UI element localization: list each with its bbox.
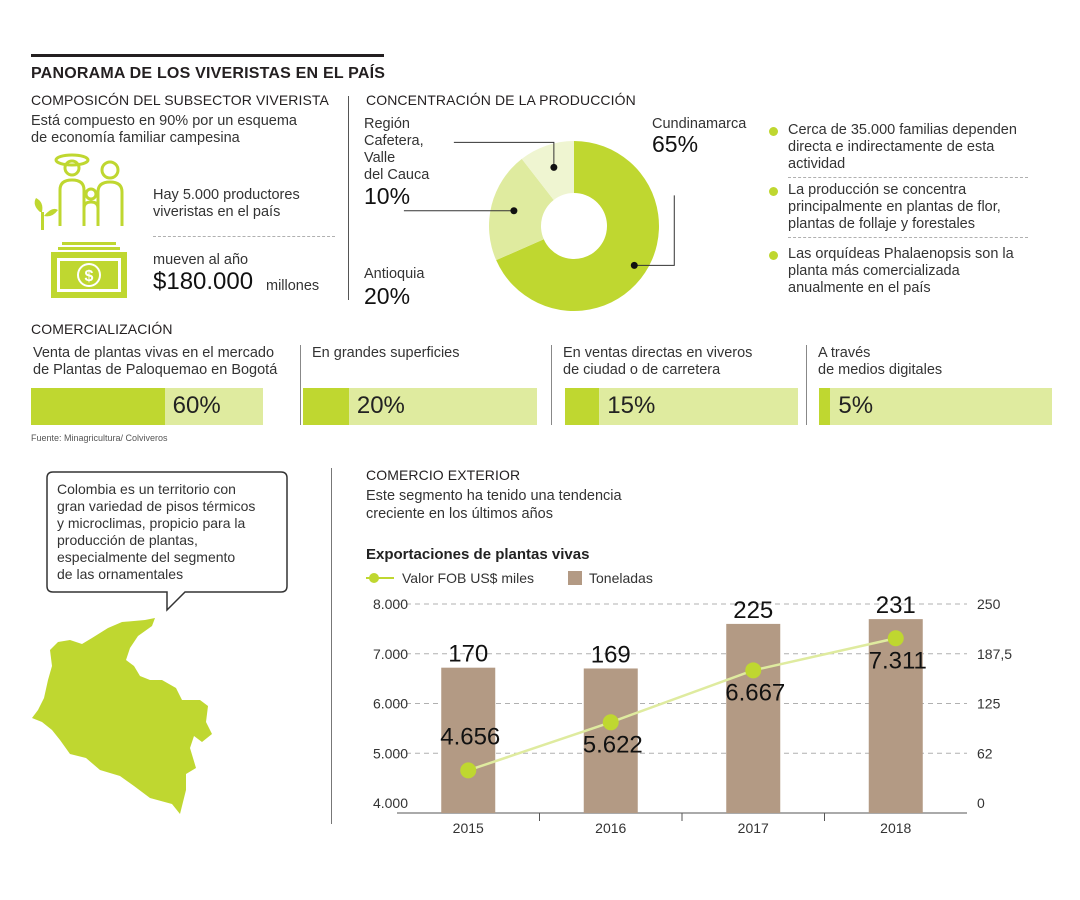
bar-label-2016: 169	[590, 641, 631, 669]
bullet-2-line-2: anualmente en el país	[788, 280, 931, 296]
donut-name-1: Antioquia	[364, 266, 425, 282]
channel-1-line-1: En grandes superficies	[312, 345, 460, 361]
concentration-heading: CONCENTRACIÓN DE LA PRODUCCIÓN	[366, 92, 636, 108]
source-note: Fuente: Minagricultura/ Colviveros	[31, 433, 168, 443]
bottom-section-divider	[331, 468, 332, 824]
channel-3-value: 5%	[838, 392, 874, 419]
channel-0-line-2: de Plantas de Paloquemao en Bogotá	[33, 362, 278, 378]
point-valor-fob-2018	[888, 630, 904, 646]
left-tick-label: 8.000	[372, 596, 408, 612]
bullet-dot	[769, 127, 778, 136]
commercialization-heading: COMERCIALIZACIÓN	[31, 321, 173, 337]
left-tick-label: 4.000	[372, 795, 408, 811]
channel-2-line-2: de ciudad o de carretera	[563, 362, 721, 378]
donut-leader-dot-2	[550, 164, 557, 171]
callout-line-2: y microclimas, propicio para la	[57, 515, 246, 531]
bar-toneladas-2017	[726, 624, 780, 813]
dollar-symbol: $	[84, 268, 94, 285]
point-label-2018: 7.311	[868, 647, 927, 675]
donut-name-0: Cundinamarca	[652, 116, 747, 132]
legend-bar-label: Toneladas	[589, 570, 653, 586]
bar-label-2018: 231	[875, 592, 916, 620]
channel-3-line-1: A través	[818, 345, 871, 361]
family-icon	[30, 150, 135, 235]
channel-divider	[551, 345, 552, 425]
right-tick-label: 62	[977, 745, 993, 762]
donut-name-2: Región	[364, 116, 410, 132]
money-line-1: mueven al año	[153, 252, 249, 268]
right-tick-label: 250	[977, 596, 1001, 612]
bullet-1-line-1: principalmente en plantas de flor,	[788, 199, 1001, 215]
bullet-0-line-1: directa e indirectamente de esta	[788, 139, 995, 155]
point-valor-fob-2016	[603, 714, 619, 730]
producers-line-2: viveristas en el país	[153, 204, 281, 220]
bullet-divider	[788, 177, 1028, 178]
donut-name-2: del Cauca	[364, 167, 430, 183]
channel-0-value: 60%	[172, 392, 221, 419]
channel-3-bar-fill	[819, 388, 830, 425]
donut-leader-dot-0	[631, 262, 638, 269]
bar-label-2015: 170	[448, 640, 489, 668]
right-tick-label: 0	[977, 795, 985, 811]
exports-chart	[350, 590, 1030, 840]
point-label-2015: 4.656	[440, 723, 501, 751]
money-icon	[48, 240, 130, 300]
channel-2-value: 15%	[607, 392, 656, 419]
money-value: $180.000	[153, 268, 254, 295]
composition-divider	[153, 236, 335, 237]
x-tick-label-2016: 2016	[595, 820, 627, 836]
left-tick-label: 5.000	[372, 745, 408, 762]
channel-divider	[300, 345, 301, 425]
page-title: PANORAMA DE LOS VIVERISTAS EN EL PAÍS	[31, 65, 386, 82]
title-rule	[31, 54, 384, 57]
top-section-divider	[348, 96, 349, 300]
channel-divider	[806, 345, 807, 425]
x-tick-label-2018: 2018	[880, 820, 912, 836]
legend-line-swatch	[366, 568, 406, 588]
legend-bar-swatch	[568, 571, 582, 585]
donut-value-1: 20%	[364, 283, 411, 309]
composition-heading: COMPOSICÓN DEL SUBSECTOR VIVERISTA	[31, 92, 329, 108]
bullet-2-line-1: planta más comercializada	[788, 263, 960, 279]
composition-intro-line-1: Está compuesto en 90% por un esquema	[31, 113, 297, 129]
callout-line-3: producción de plantas,	[57, 532, 198, 548]
callout-line-5: de las ornamentales	[57, 566, 184, 582]
point-valor-fob-2015	[460, 762, 476, 778]
channel-1-bar-fill	[303, 388, 349, 425]
point-label-2016: 5.622	[582, 731, 643, 759]
callout-line-1: gran variedad de pisos térmicos	[57, 498, 256, 514]
bullet-1-line-0: La producción se concentra	[788, 182, 967, 198]
bar-label-2017: 225	[733, 596, 774, 624]
channel-0-line-1: Venta de plantas vivas en el mercado	[33, 345, 275, 361]
donut-leader-dot-1	[510, 207, 517, 214]
left-tick-label: 6.000	[372, 695, 408, 712]
donut-value-0: 65%	[652, 131, 699, 157]
channel-2-bar-track	[565, 388, 798, 425]
bullet-dot	[769, 187, 778, 196]
composition-intro-line-2: de economía familiar campesina	[31, 130, 240, 146]
donut-name-2: Valle	[364, 150, 396, 166]
left-tick-label: 7.000	[372, 645, 408, 662]
right-tick-label: 187,5	[977, 645, 1013, 662]
legend-line-label: Valor FOB US$ miles	[402, 570, 534, 586]
channel-3-line-2: de medios digitales	[818, 362, 943, 378]
colombia-map	[30, 618, 230, 828]
producers-line-1: Hay 5.000 productores	[153, 187, 300, 203]
x-tick-label-2017: 2017	[737, 820, 769, 836]
donut-name-2: Cafetera,	[364, 133, 424, 149]
donut-chart	[360, 112, 760, 312]
bullet-divider	[788, 237, 1028, 238]
callout-line-4: especialmente del segmento	[57, 549, 236, 565]
right-tick-label: 125	[977, 695, 1001, 712]
bullet-0-line-0: Cerca de 35.000 familias dependen	[788, 122, 1017, 138]
point-valor-fob-2017	[745, 662, 761, 678]
trade-heading: COMERCIO EXTERIOR	[366, 467, 521, 483]
x-tick-label-2015: 2015	[452, 820, 484, 836]
bullet-1-line-2: plantas de follaje y forestales	[788, 216, 975, 232]
bullet-0-line-2: actividad	[788, 156, 846, 172]
donut-value-2: 10%	[364, 183, 411, 209]
point-label-2017: 6.667	[725, 679, 786, 707]
channel-0-bar-fill	[31, 388, 165, 425]
money-unit: millones	[266, 278, 320, 294]
bullet-2-line-0: Las orquídeas Phalaenopsis son la	[788, 246, 1014, 262]
trade-desc-line-1: Este segmento ha tenido una tendencia	[366, 488, 622, 504]
trade-desc-line-2: creciente en los últimos años	[366, 506, 553, 522]
line-valor-fob	[468, 638, 896, 770]
callout-line-0: Colombia es un territorio con	[57, 481, 236, 497]
channel-1-value: 20%	[356, 392, 405, 419]
channel-2-line-1: En ventas directas en viveros	[563, 345, 753, 361]
bullet-dot	[769, 251, 778, 260]
channel-2-bar-fill	[565, 388, 599, 425]
chart-title: Exportaciones de plantas vivas	[366, 546, 590, 563]
